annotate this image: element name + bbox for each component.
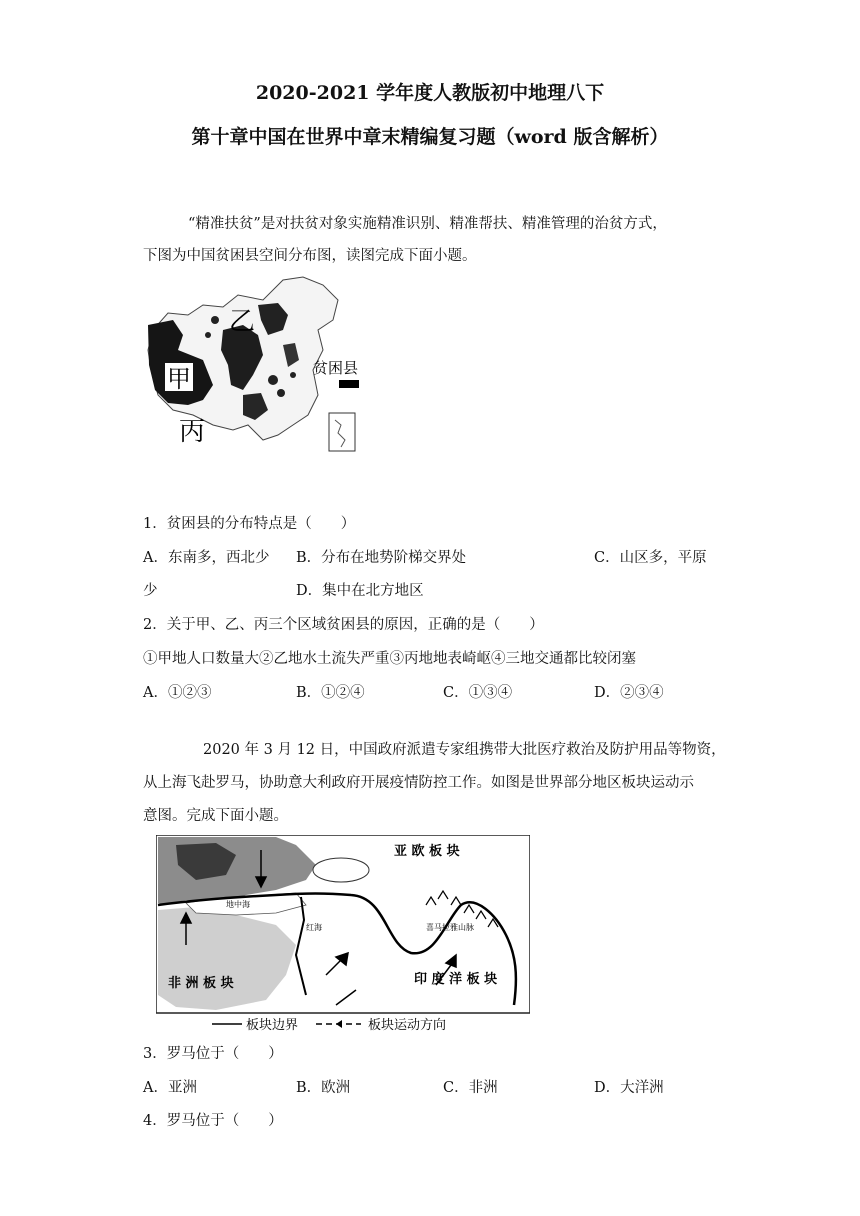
q2-option-c[interactable]: C．①③④ (443, 685, 513, 701)
q1-stem: 1．贫困县的分布特点是（ ） (143, 516, 356, 532)
q2-statements: ①甲地人口数量大②乙地水土流失严重③丙地地表崎岖④三地交通都比较闭塞 (143, 651, 636, 667)
q4-stem: 4．罗马位于（ ） (143, 1113, 283, 1129)
q1-option-d[interactable]: D．集中在北方地区 (296, 583, 424, 599)
map-label-jia: 甲 (167, 365, 191, 393)
legend-swatch-poverty (339, 380, 359, 388)
q3-option-b[interactable]: B．欧洲 (296, 1080, 351, 1096)
legend-boundary-label: 板块边界 (246, 1018, 299, 1033)
china-poverty-map (143, 275, 373, 460)
q2-option-b[interactable]: B．①②④ (296, 685, 365, 701)
doc-title-line1: 2020-2021 学年度人教版初中地理八下 (255, 82, 605, 104)
legend-direction-label: 板块运动方向 (368, 1018, 447, 1033)
label-mediterranean: 地中海 (226, 900, 250, 909)
section2-intro-line3: 意图。完成下面小题。 (143, 808, 288, 824)
q3-option-d[interactable]: D．大洋洲 (594, 1080, 664, 1096)
section2-intro-line1: 2020 年 3 月 12 日，中国政府派遣专家组携带大批医疗救治及防护用品等物资， (203, 742, 726, 758)
q1-option-b[interactable]: B．分布在地势阶梯交界处 (296, 550, 467, 566)
plate-tectonics-map (156, 835, 530, 1035)
doc-title-line2: 第十章中国在世界中章末精编复习题（word 版含解析） (191, 126, 669, 148)
label-eurasia-plate: 亚 欧 板 块 (394, 844, 460, 859)
q3-option-a[interactable]: A．亚洲 (143, 1080, 197, 1096)
label-africa-plate: 非 洲 板 块 (168, 976, 234, 991)
section2-intro-line2: 从上海飞赴罗马，协助意大利政府开展疫情防控工作。如图是世界部分地区板块运动示 (143, 775, 694, 791)
q1-option-a[interactable]: A．东南多，西北少 (143, 550, 270, 566)
section1-intro-line2: 下图为中国贫困县空间分布图，读图完成下面小题。 (143, 248, 477, 264)
legend-label-poverty: 贫困县 (313, 359, 359, 377)
q2-option-a[interactable]: A．①②③ (143, 685, 212, 701)
label-indian-plate: 印 度 洋 板 块 (414, 972, 498, 987)
q1-option-c[interactable]: C．山区多，平原 (594, 550, 707, 566)
map-label-yi: 乙 (229, 307, 256, 337)
map-label-bing: 丙 (179, 417, 206, 447)
label-red-sea: 红海 (306, 923, 322, 932)
q2-option-d[interactable]: D．②③④ (594, 685, 664, 701)
q1-option-c-cont: 少 (143, 583, 158, 599)
label-himalaya: 喜马拉雅山脉 (426, 923, 474, 932)
q3-stem: 3．罗马位于（ ） (143, 1046, 283, 1062)
section1-intro-line1: “精准扶贫”是对扶贫对象实施精准识别、精准帮扶、精准管理的治贫方式， (188, 216, 667, 232)
q2-stem: 2．关于甲、乙、丙三个区域贫困县的原因，正确的是（ ） (143, 617, 544, 633)
q3-option-c[interactable]: C．非洲 (443, 1080, 498, 1096)
